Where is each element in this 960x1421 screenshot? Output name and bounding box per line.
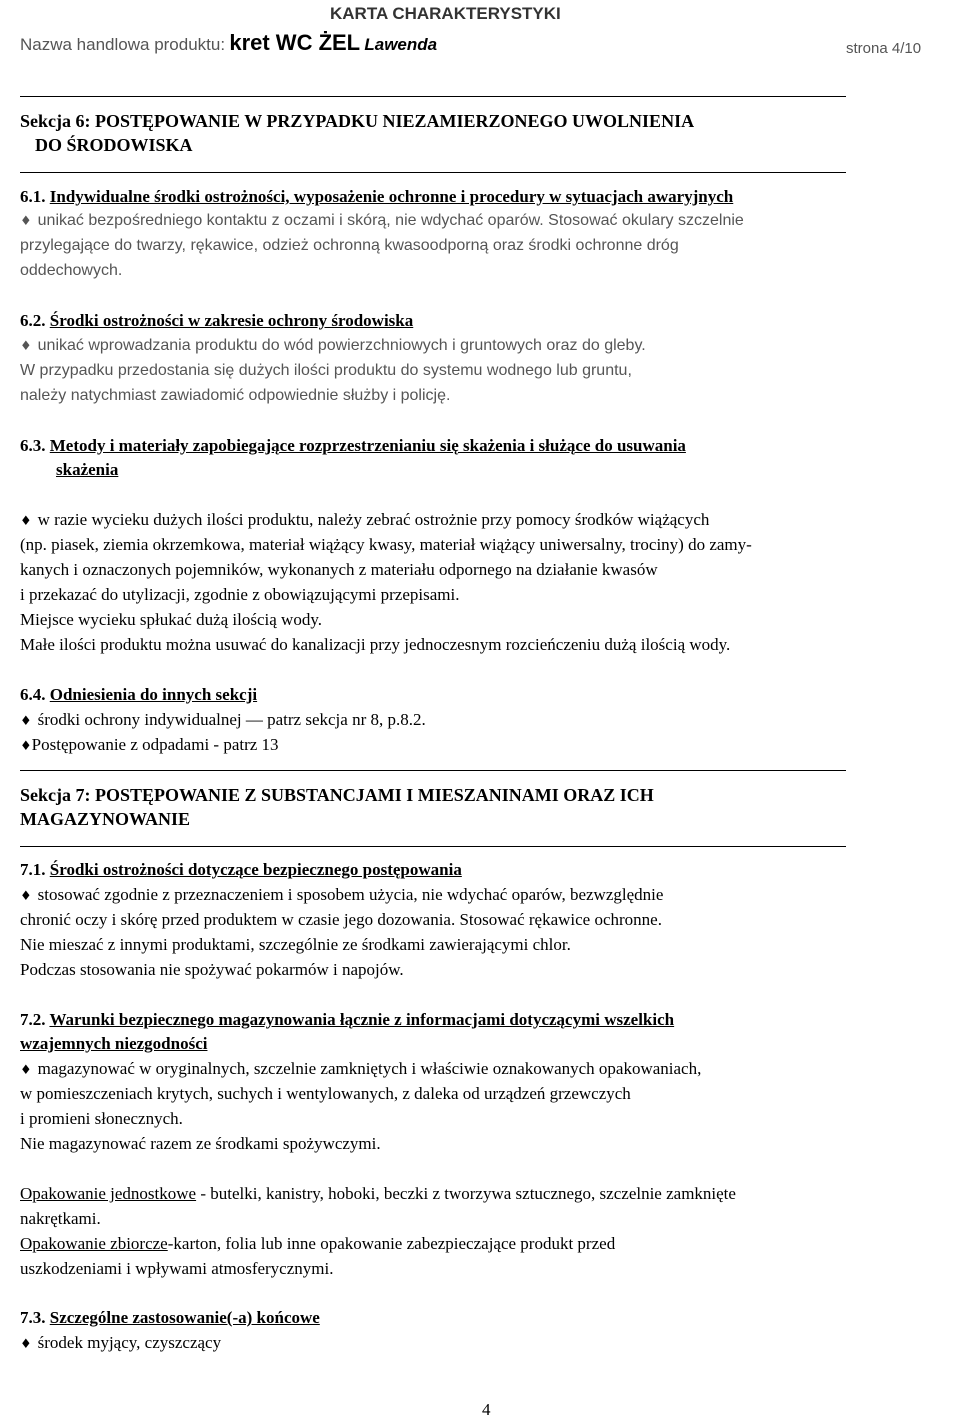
subsection-title: Metody i materiały zapobiegające rozprzestrzenianiu się skażenia i służące do usuwania — [49, 436, 686, 455]
product-name-line — [20, 30, 437, 56]
subsection-number: 6.4. — [20, 685, 46, 704]
paragraph-line: ♦ stosować zgodnie z przeznaczeniem i sposobem użycia, nie wdychać oparów, bezwzględnie — [20, 885, 664, 904]
paragraph-line: uszkodzeniami i wpływami atmosferycznymi. — [20, 1259, 334, 1278]
section7-title-line1: Sekcja 7: POSTĘPOWANIE Z SUBSTANCJAMI I MIESZANINAMI ORAZ ICH — [20, 785, 654, 805]
diamond-bullet-icon: ♦ — [20, 739, 32, 754]
subsection-7-1-heading — [20, 860, 462, 880]
diamond-bullet-icon: ♦ — [20, 339, 32, 354]
subsection-7-2-heading — [20, 1010, 674, 1030]
subsection-number: 7.1. — [20, 860, 46, 879]
paragraph-line: i promieni słonecznych. — [20, 1109, 183, 1128]
paragraph-line: kanych i oznaczonych pojemników, wykonanych z materiału odpornego na działanie kwasów — [20, 560, 658, 579]
subsection-title: Indywidualne środki ostrożności, wyposażenie ochronne i procedury w sytuacjach awaryjnych — [49, 187, 734, 206]
page-number: 4 — [482, 1400, 491, 1419]
paragraph-line: Nie magazynować razem ze środkami spożywczymi. — [20, 1134, 381, 1153]
section-divider — [20, 172, 846, 173]
subsection-6-1-heading — [20, 187, 733, 207]
diamond-bullet-icon: ♦ — [20, 514, 32, 529]
packaging-unit-label: Opakowanie jednostkowe — [20, 1184, 197, 1203]
section6-title-line1: Sekcja 6: POSTĘPOWANIE W PRZYPADKU NIEZAMIERZONEGO UWOLNIENIA — [20, 111, 695, 131]
subsection-title-continued: wzajemnych niezgodności — [20, 1034, 208, 1053]
paragraph-line: chronić oczy i skórę przed produktem w czasie jego dozowania. Stosować rękawice ochronne. — [20, 910, 662, 929]
packaging-unit-line — [20, 1184, 736, 1204]
subsection-7-3-heading — [20, 1308, 320, 1328]
paragraph-line: Nie mieszać z innymi produktami, szczególnie ze środkami zawierającymi chlor. — [20, 935, 571, 954]
subsection-6-4-heading — [20, 685, 257, 705]
diamond-bullet-icon: ♦ — [20, 214, 32, 229]
paragraph-line: ♦ w razie wycieku dużych ilości produktu, należy zebrać ostrożnie przy pomocy środków wiążących — [20, 510, 710, 529]
subsection-number: 6.3. — [20, 436, 46, 455]
doc-title: KARTA CHARAKTERYSTYKI — [330, 4, 561, 23]
diamond-bullet-icon: ♦ — [20, 1337, 32, 1352]
section7-title-line2: MAGAZYNOWANIE — [20, 809, 191, 829]
section6-title-line2: DO ŚRODOWISKA — [35, 135, 193, 155]
subsection-6-3-heading — [20, 436, 686, 456]
paragraph-line: Małe ilości produktu można usuwać do kanalizacji przy jednoczesnym rozcieńczeniu dużą ilością wody. — [20, 635, 731, 654]
paragraph-line: w pomieszczeniach krytych, suchych i wentylowanych, z daleka od urządzeń grzewczych — [20, 1084, 631, 1103]
paragraph-line: Podczas stosowania nie spożywać pokarmów i napojów. — [20, 960, 404, 979]
section-divider — [20, 846, 846, 847]
subsection-title: Szczególne zastosowanie(-a) końcowe — [49, 1308, 320, 1327]
subsection-title: Środki ostrożności dotyczące bezpiecznego postępowania — [49, 860, 462, 879]
subsection-title: Środki ostrożności w zakresie ochrony środowiska — [49, 311, 414, 330]
paragraph-line: W przypadku przedostania się dużych ilości produktu do systemu wodnego lub gruntu, — [20, 362, 632, 379]
paragraph-line: ♦ środki ochrony indywidualnej — patrz sekcja nr 8, p.8.2. — [20, 710, 426, 729]
product-variant: Lawenda — [364, 35, 438, 54]
subsection-6-2-heading — [20, 311, 413, 331]
product-name: kret WC ŻEL — [229, 30, 361, 55]
diamond-bullet-icon: ♦ — [20, 714, 32, 729]
product-name-label: Nazwa handlowa produktu: — [20, 35, 226, 54]
section-divider — [20, 96, 846, 97]
paragraph-line: ♦ magazynować w oryginalnych, szczelnie zamkniętych i właściwie oznakowanych opakowaniach, — [20, 1059, 702, 1078]
subsection-title: Odniesienia do innych sekcji — [49, 685, 258, 704]
page-indicator: strona 4/10 — [846, 40, 922, 57]
paragraph-line: i przekazać do utylizacji, zgodnie z obowiązującymi przepisami. — [20, 585, 460, 604]
paragraph-line: ♦ unikać wprowadzania produktu do wód powierzchniowych i gruntowych oraz do gleby. — [20, 337, 646, 354]
paragraph-line: Miejsce wycieku spłukać dużą ilością wody. — [20, 610, 322, 629]
paragraph-line: (np. piasek, ziemia okrzemkowa, materiał wiążący kwasy, materiał wiążący uniwersalny, trociny) do zamy- — [20, 535, 752, 554]
diamond-bullet-icon: ♦ — [20, 1063, 32, 1078]
packaging-bulk-label: Opakowanie zbiorcze — [20, 1234, 168, 1253]
paragraph-line: ♦ unikać bezpośredniego kontaktu z oczami i skórą, nie wdychać oparów. Stosować okulary szczelnie — [20, 212, 744, 229]
packaging-bulk-text: -karton, folia lub inne opakowanie zabezpieczające produkt przed — [167, 1234, 616, 1253]
paragraph-line: ♦ środek myjący, czyszczący — [20, 1333, 222, 1352]
diamond-bullet-icon: ♦ — [20, 889, 32, 904]
subsection-title: Warunki bezpiecznego magazynowania łącznie z informacjami dotyczącymi wszelkich — [49, 1010, 675, 1029]
paragraph-line: ♦Postępowanie z odpadami - patrz 13 — [20, 735, 279, 754]
subsection-number: 6.1. — [20, 187, 46, 206]
section-divider — [20, 770, 846, 771]
packaging-unit-text: - butelki, kanistry, hoboki, beczki z tworzywa sztucznego, szczelnie zamknięte — [196, 1184, 736, 1203]
subsection-number: 6.2. — [20, 311, 46, 330]
subsection-number: 7.3. — [20, 1308, 46, 1327]
paragraph-line: należy natychmiast zawiadomić odpowiednie służby i policję. — [20, 387, 451, 404]
paragraph-line: przylegające do twarzy, rękawice, odzież ochronną kwasoodporną oraz środki ochronne dróg — [20, 237, 679, 254]
subsection-number: 7.2. — [20, 1010, 46, 1029]
paragraph-line: oddechowych. — [20, 262, 123, 279]
packaging-bulk-line — [20, 1234, 615, 1254]
subsection-title-continued: skażenia — [56, 460, 119, 479]
paragraph-line: nakrętkami. — [20, 1209, 101, 1228]
